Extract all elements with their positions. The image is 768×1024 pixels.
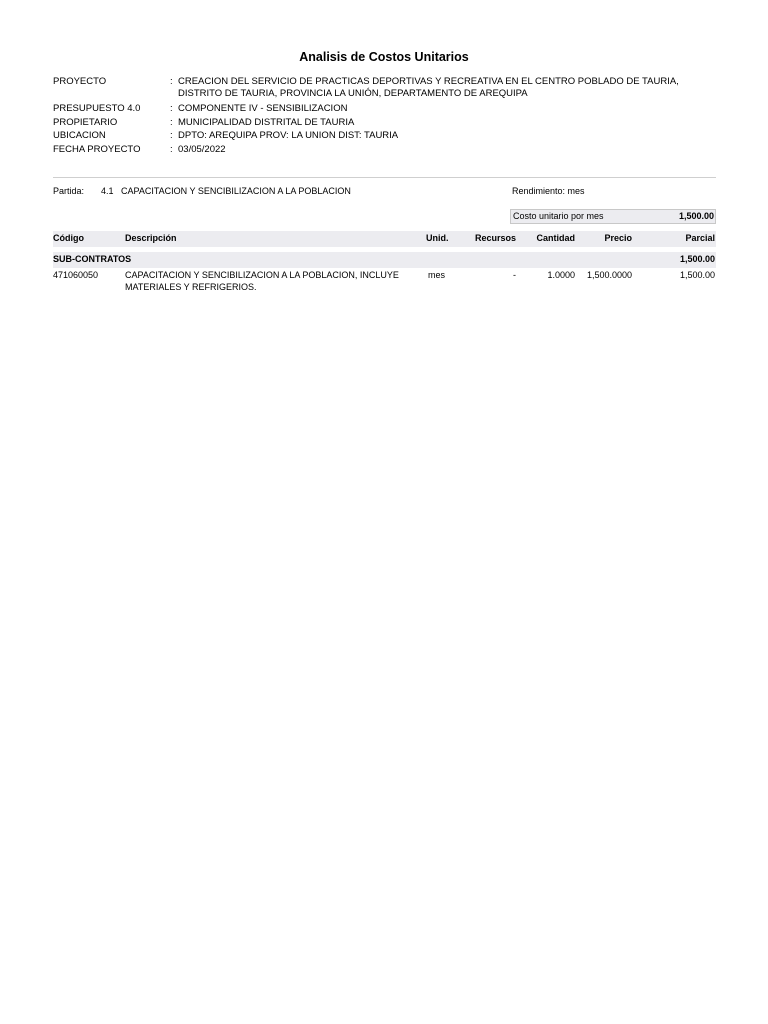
col-codigo: Código bbox=[53, 233, 84, 243]
row-descripcion-line1: CAPACITACION Y SENCIBILIZACION A LA POBLACION, INCLUYE bbox=[125, 270, 399, 280]
presupuesto-value: COMPONENTE IV - SENSIBILIZACION bbox=[178, 103, 348, 114]
partida-description: CAPACITACION Y SENCIBILIZACION A LA POBLACION bbox=[121, 186, 351, 196]
col-descripcion: Descripción bbox=[125, 233, 177, 243]
propietario-label: PROPIETARIO bbox=[53, 117, 118, 128]
partida-label: Partida: bbox=[53, 186, 85, 196]
group-name: SUB-CONTRATOS bbox=[53, 254, 132, 264]
colon: : bbox=[170, 76, 173, 87]
costo-unitario-box bbox=[510, 209, 716, 224]
costo-unitario-label: Costo unitario por mes bbox=[513, 211, 604, 221]
group-total: 1,500.00 bbox=[679, 254, 715, 264]
row-precio: 1,500.0000 bbox=[586, 270, 632, 280]
row-codigo: 471060050 bbox=[53, 270, 99, 280]
partida-code: 4.1 bbox=[101, 186, 114, 196]
colon: : bbox=[170, 117, 173, 128]
proyecto-value-line2: DISTRITO DE TAURIA, PROVINCIA LA UNIÓN, DEPARTAMENTO DE AREQUIPA bbox=[178, 88, 528, 99]
col-unid: Unid. bbox=[426, 233, 449, 243]
proyecto-label: PROYECTO bbox=[53, 76, 107, 87]
row-parcial: 1,500.00 bbox=[679, 270, 715, 280]
row-descripcion-line2: MATERIALES Y REFRIGERIOS. bbox=[125, 282, 257, 292]
rendimiento: Rendimiento: mes bbox=[512, 186, 585, 196]
row-cantidad: 1.0000 bbox=[547, 270, 575, 280]
ubicacion-label: UBICACION bbox=[53, 130, 106, 141]
ubicacion-value: DPTO: AREQUIPA PROV: LA UNION DIST: TAURIA bbox=[178, 130, 399, 141]
table-row bbox=[53, 270, 716, 296]
col-recursos: Recursos bbox=[474, 233, 516, 243]
group-row bbox=[53, 252, 716, 268]
col-parcial: Parcial bbox=[685, 233, 715, 243]
fecha-value: 03/05/2022 bbox=[178, 144, 226, 155]
row-recursos: - bbox=[513, 270, 516, 280]
proyecto-value-line1: CREACION DEL SERVICIO DE PRACTICAS DEPORTIVAS Y RECREATIVA EN EL CENTRO POBLADO DE TAURIA, bbox=[178, 76, 679, 87]
page-title: Analisis de Costos Unitarios bbox=[299, 50, 469, 64]
table-header bbox=[53, 231, 716, 247]
colon: : bbox=[170, 130, 173, 141]
presupuesto-label: PRESUPUESTO 4.0 bbox=[53, 103, 141, 114]
costo-unitario-value: 1,500.00 bbox=[678, 211, 714, 221]
colon: : bbox=[170, 144, 173, 155]
propietario-value: MUNICIPALIDAD DISTRITAL DE TAURIA bbox=[178, 117, 355, 128]
colon: : bbox=[170, 103, 173, 114]
col-precio: Precio bbox=[604, 233, 632, 243]
fecha-label: FECHA PROYECTO bbox=[53, 144, 141, 155]
divider bbox=[53, 177, 716, 178]
row-unid: mes bbox=[428, 270, 446, 280]
col-cantidad: Cantidad bbox=[536, 233, 575, 243]
